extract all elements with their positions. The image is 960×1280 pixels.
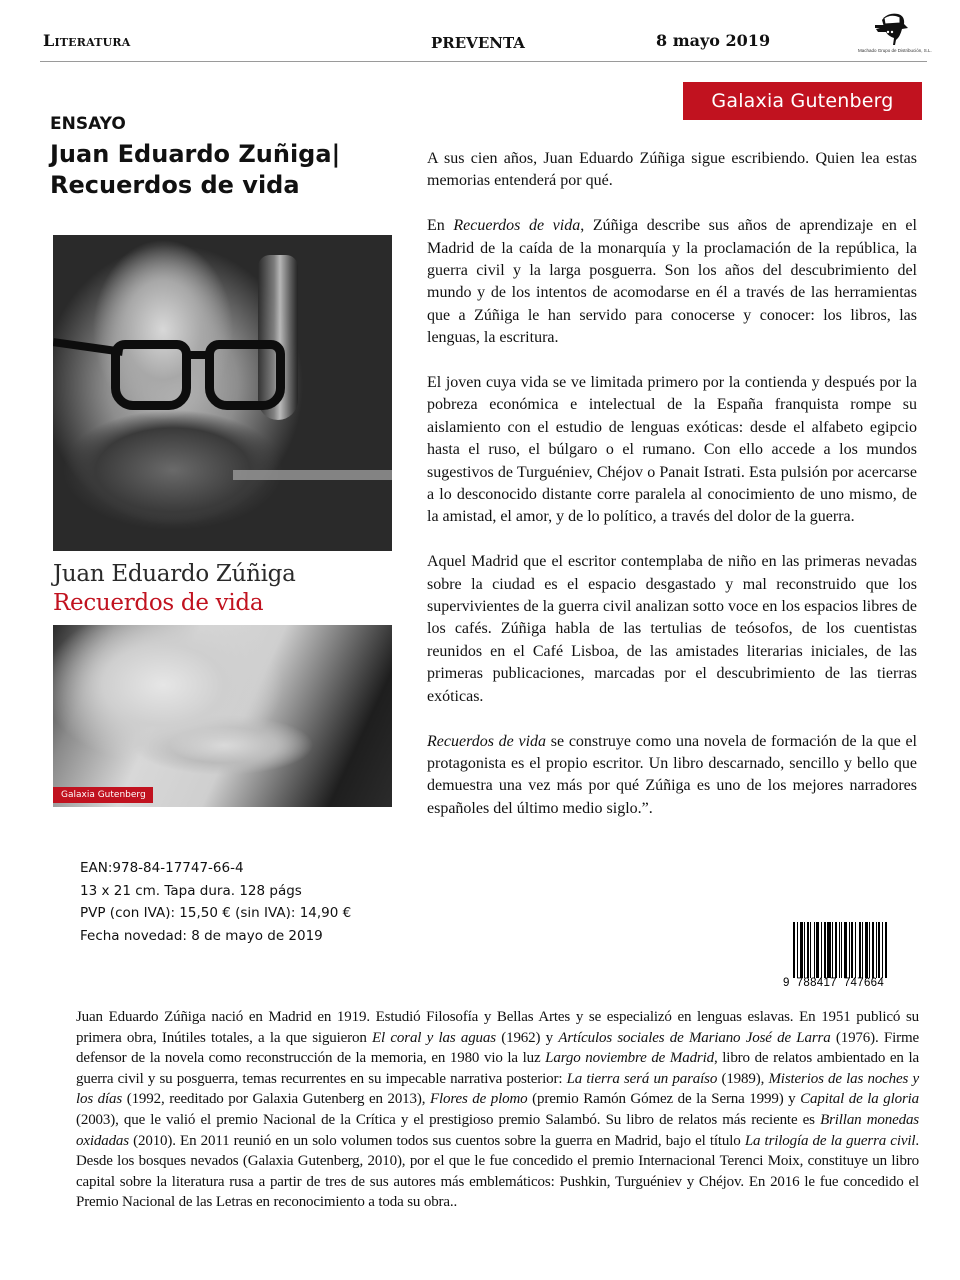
italic-title: La trilogía de la guerra civil <box>744 1132 916 1149</box>
cover-publisher-badge: Galaxia Gutenberg <box>53 787 153 803</box>
italic-title: Brillan monedas oxidadas <box>76 1111 919 1149</box>
text-run: se construye como una novela de formación de la que el protagonista es el propio escritor. Un libro descarnado, sencillo y bello que demuestra una vez más por qué Zúñiga es uno de los mejores narradores españoles del último medio siglo.”. <box>427 732 917 817</box>
cover-author: Juan Eduardo Zúñiga <box>53 561 296 587</box>
text-run: (2010). En 2011 reunió en un solo volumen todos sus cuentos sobre la guerra en Madrid, bajo el título <box>128 1132 745 1149</box>
text-run: (1962) y <box>495 1029 559 1046</box>
book-title-heading: Recuerdos de vida <box>50 171 300 199</box>
text-run: (1976). Firme defensor de la novela como reconstrucción de la memoria, en 1980 vio la luz <box>76 1029 919 1067</box>
book-details <box>80 857 351 947</box>
italic-title: La tierra será un paraíso <box>566 1070 718 1087</box>
hands-book-photo <box>53 625 392 807</box>
italic-title: Recuerdos de vida <box>453 217 581 235</box>
format: 13 x 21 cm. Tapa dura. 128 págs <box>80 882 302 899</box>
barcode-bars <box>793 922 905 978</box>
text-run: Juan Eduardo Zúñiga nació en Madrid en 1919. Estudió Filosofía y Bellas Artes y se especializó en lenguas eslavas. En 1951 publicó su primera obra, Inútiles totales, a la que siguieron <box>76 1009 919 1046</box>
publisher-logo: Galaxia Gutenberg <box>683 82 922 120</box>
book-description <box>427 148 917 843</box>
release-date: 8 mayo 2019 <box>656 31 771 50</box>
glasses-right-lens <box>205 340 285 410</box>
glasses-left-lens <box>111 340 191 410</box>
distributor-caption: Machado Grupo de Distribución, S.L. <box>858 48 932 53</box>
author-portrait-photo <box>53 235 392 551</box>
italic-title: Flores de plomo <box>429 1091 528 1108</box>
text-run: , Zúñiga describe sus años de aprendizaje en el Madrid de la caída de la monarquía y la proclamación de la república, la guerra civil y la larga posguerra. Son los años del descubrimiento del mundo y de los intentos de acomodarse en él a través de las herramientas que a Zúñiga le han servido para conocerse y conocer: los libros, las lenguas, la escritura. <box>427 217 917 347</box>
author-heading: Juan Eduardo Zuñiga| <box>50 140 341 168</box>
italic-title: Recuerdos de vida <box>427 732 547 750</box>
italic-title: Capital de la gloria <box>800 1091 919 1108</box>
description-paragraph <box>427 731 917 821</box>
description-paragraph: A sus cien años, Juan Eduardo Zúñiga sigue escribiendo. Quien lea estas memorias entenderá por qué. <box>427 150 917 190</box>
category-label: Literatura <box>43 31 131 50</box>
text-run: . Desde los bosques nevados (Galaxia Gutenberg, 2010), por el que le fue concedido el premio Internacional Terenci Moix, constituye un libro capital sobre la literatura rusa a partir de tres de sus autores más emblemáticos: Pushkin, Turguéniev y Chéjov. En 2016 le fue concedido el Premio Nacional de las Letras en reconocimiento a toda su obra.. <box>76 1132 919 1211</box>
description-paragraph <box>427 215 917 349</box>
distributor-logo <box>858 10 932 58</box>
presale-label: PREVENTA <box>431 34 525 52</box>
italic-title: Artículos sociales de Mariano José de Larra <box>558 1029 831 1046</box>
barcode-digits: 9 788417 747664 <box>783 977 885 989</box>
genre-label: ENSAYO <box>50 114 126 134</box>
text-run: En <box>427 217 454 235</box>
text-run: , libro de relatos ambientado en la guerra civil y su posguerra, temas recurrentes en su impecable narrativa posterior: <box>76 1050 919 1087</box>
header-divider <box>40 61 927 62</box>
text-run: (premio Ramón Gómez de la Serna 1999) y <box>527 1091 801 1108</box>
italic-title: Largo noviembre de Madrid <box>545 1050 714 1067</box>
ean: EAN:978-84-17747-66-4 <box>80 860 244 876</box>
book-cover <box>53 235 392 807</box>
hat-silhouette-icon <box>858 10 928 48</box>
release-date-info: Fecha novedad: 8 de mayo de 2019 <box>80 927 323 944</box>
author-biography <box>76 1007 919 1213</box>
italic-title: El coral y las aguas <box>372 1029 496 1046</box>
shelf-shape <box>233 470 392 480</box>
italic-title: Misterios de las noches y los días <box>76 1070 920 1108</box>
barcode <box>783 922 907 990</box>
description-paragraph: Aquel Madrid que el escritor contemplaba de niño en las primeras nevadas sobre la ciudad es el espacio desgastado y mal reconstruido que los supervivientes de la guerra civil analizan sotto voce en los espacios libres de los cafés. Zúñiga habla de las tertulias de teósofos, de los cuentistas reunidos en el Café Lisboa, de las amistades literarias iniciales, de las primeras publicaciones, marcadas por el descubrimiento de las tierras exóticas. <box>427 553 917 705</box>
description-paragraph: El joven cuya vida se ve limitada primero por la contienda y después por la pobreza económica e intelectual de la España franquista rompe su aislamiento con el estudio de lenguas exóticas: desde el alfabeto egipcio hasta el ruso, el búlgaro o el rumano. Con ello accede a los mundos sugestivos de Turguéniev, Chéjov o Panait Istrati. Esta pulsión por acercarse a lo desconocido distante corre paralela al conocimiento de uno mismo, de la amistad, el amor, y de lo político, a través del dolor de la guerra. <box>427 374 917 526</box>
text-run: (1992, reeditado por Galaxia Gutenberg en 2013), <box>122 1091 430 1108</box>
text-run: (1989), <box>717 1070 769 1087</box>
cover-title: Recuerdos de vida <box>53 590 264 616</box>
text-run: (2003), que le valió el premio Nacional de la Crítica y el prestigioso premio Salambó. Su libro de relatos más reciente es <box>76 1111 821 1128</box>
price: PVP (con IVA): 15,50 € (sin IVA): 14,90 € <box>80 905 352 921</box>
